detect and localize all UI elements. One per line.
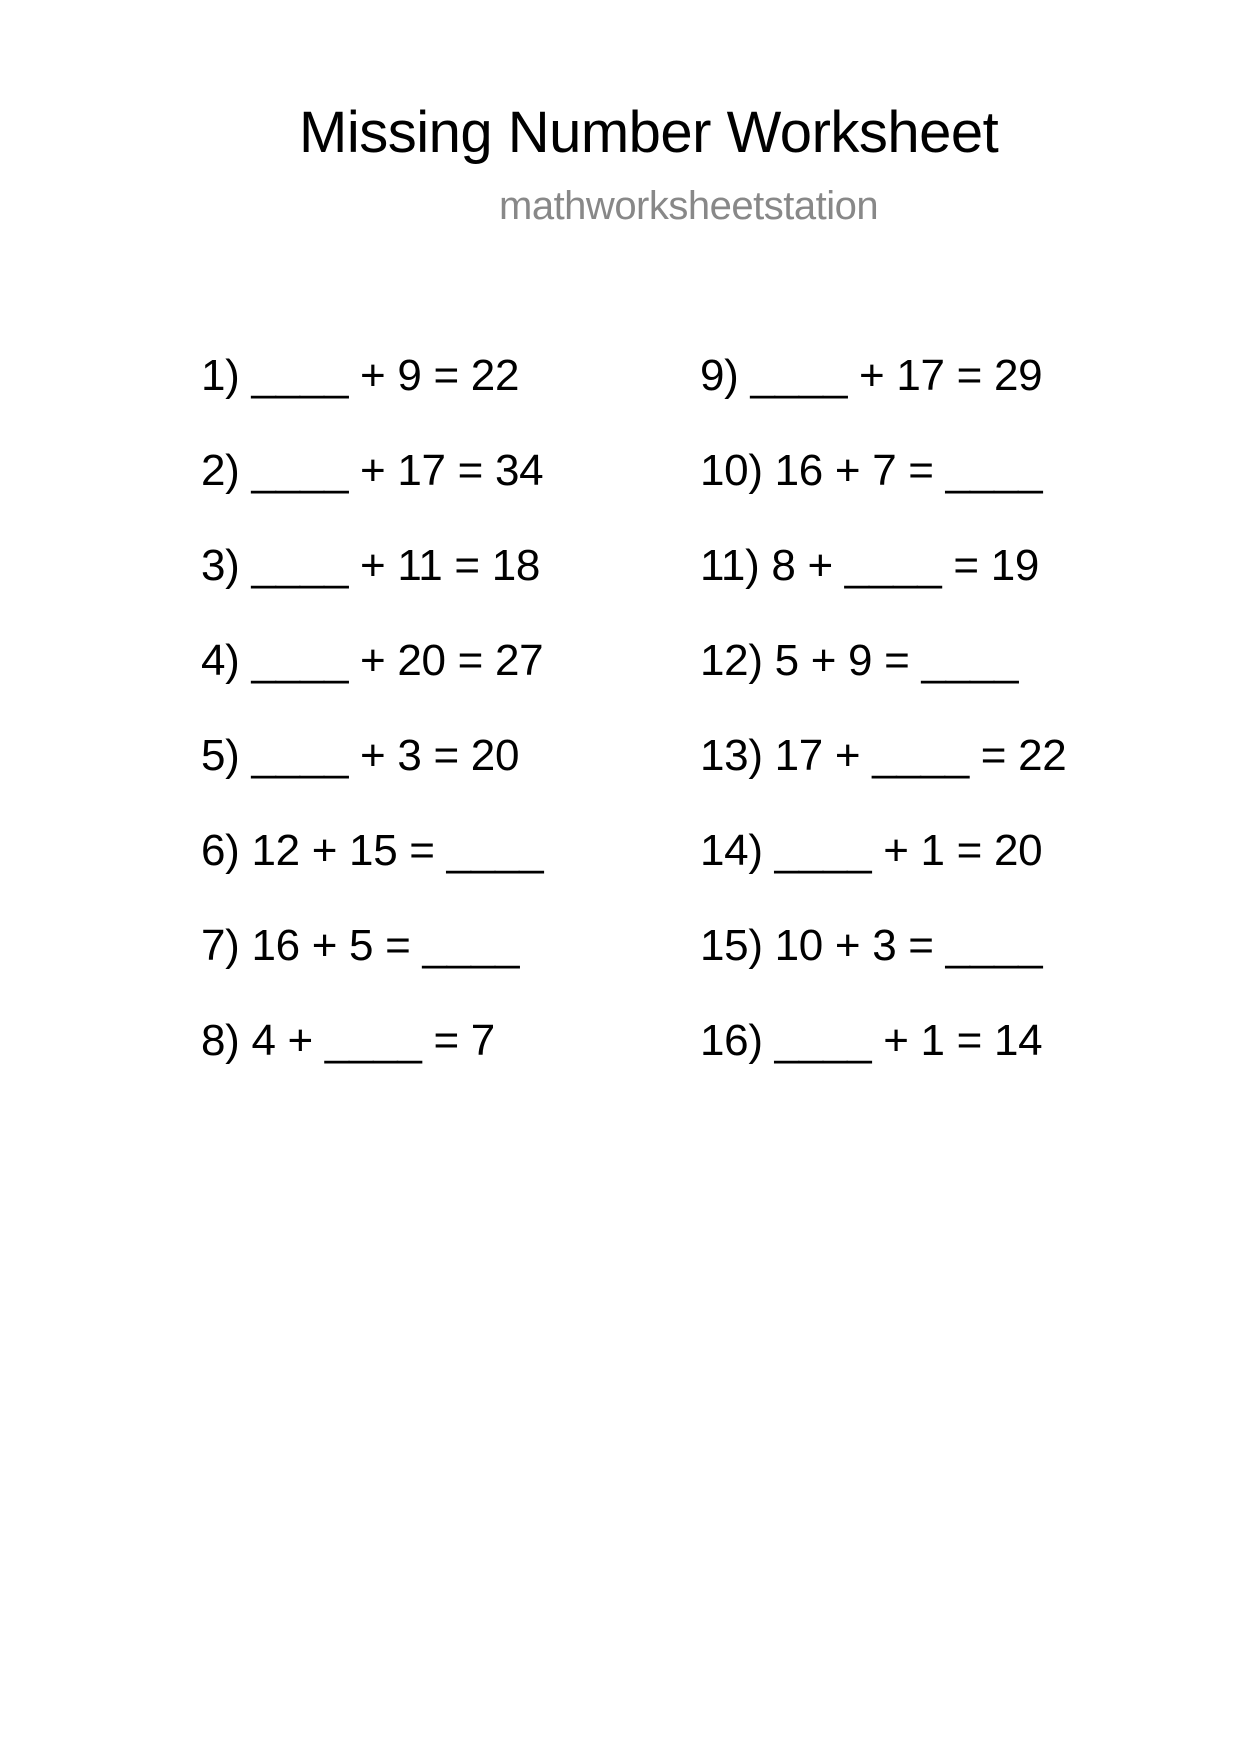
problem-6: 6) 12 + 15 = ____	[201, 826, 544, 875]
problem-11: 11) 8 + ____ = 19	[700, 541, 1040, 590]
problems-column-left	[201, 348, 543, 1108]
problem-8: 8) 4 + ____ = 7	[201, 1016, 495, 1065]
worksheet-title: Missing Number Worksheet	[299, 100, 999, 165]
problem-15: 15) 10 + 3 = ____	[700, 921, 1043, 970]
problem-3: 3) ____ + 11 = 18	[201, 541, 541, 590]
problem-1: 1) ____ + 9 = 22	[201, 351, 520, 400]
problem-16: 16) ____ + 1 = 14	[700, 1016, 1043, 1065]
problem-10: 10) 16 + 7 = ____	[700, 446, 1043, 495]
problem-13: 13) 17 + ____ = 22	[700, 731, 1067, 780]
problem-14: 14) ____ + 1 = 20	[700, 826, 1043, 875]
problem-7: 7) 16 + 5 = ____	[201, 921, 520, 970]
problem-5: 5) ____ + 3 = 20	[201, 731, 520, 780]
problem-12: 12) 5 + 9 = ____	[700, 636, 1019, 685]
worksheet-source: mathworksheetstation	[499, 184, 879, 228]
problem-2: 2) ____ + 17 = 34	[201, 446, 544, 495]
problem-9: 9) ____ + 17 = 29	[700, 351, 1043, 400]
problem-4: 4) ____ + 20 = 27	[201, 636, 544, 685]
problems-column-right	[700, 348, 1066, 1108]
